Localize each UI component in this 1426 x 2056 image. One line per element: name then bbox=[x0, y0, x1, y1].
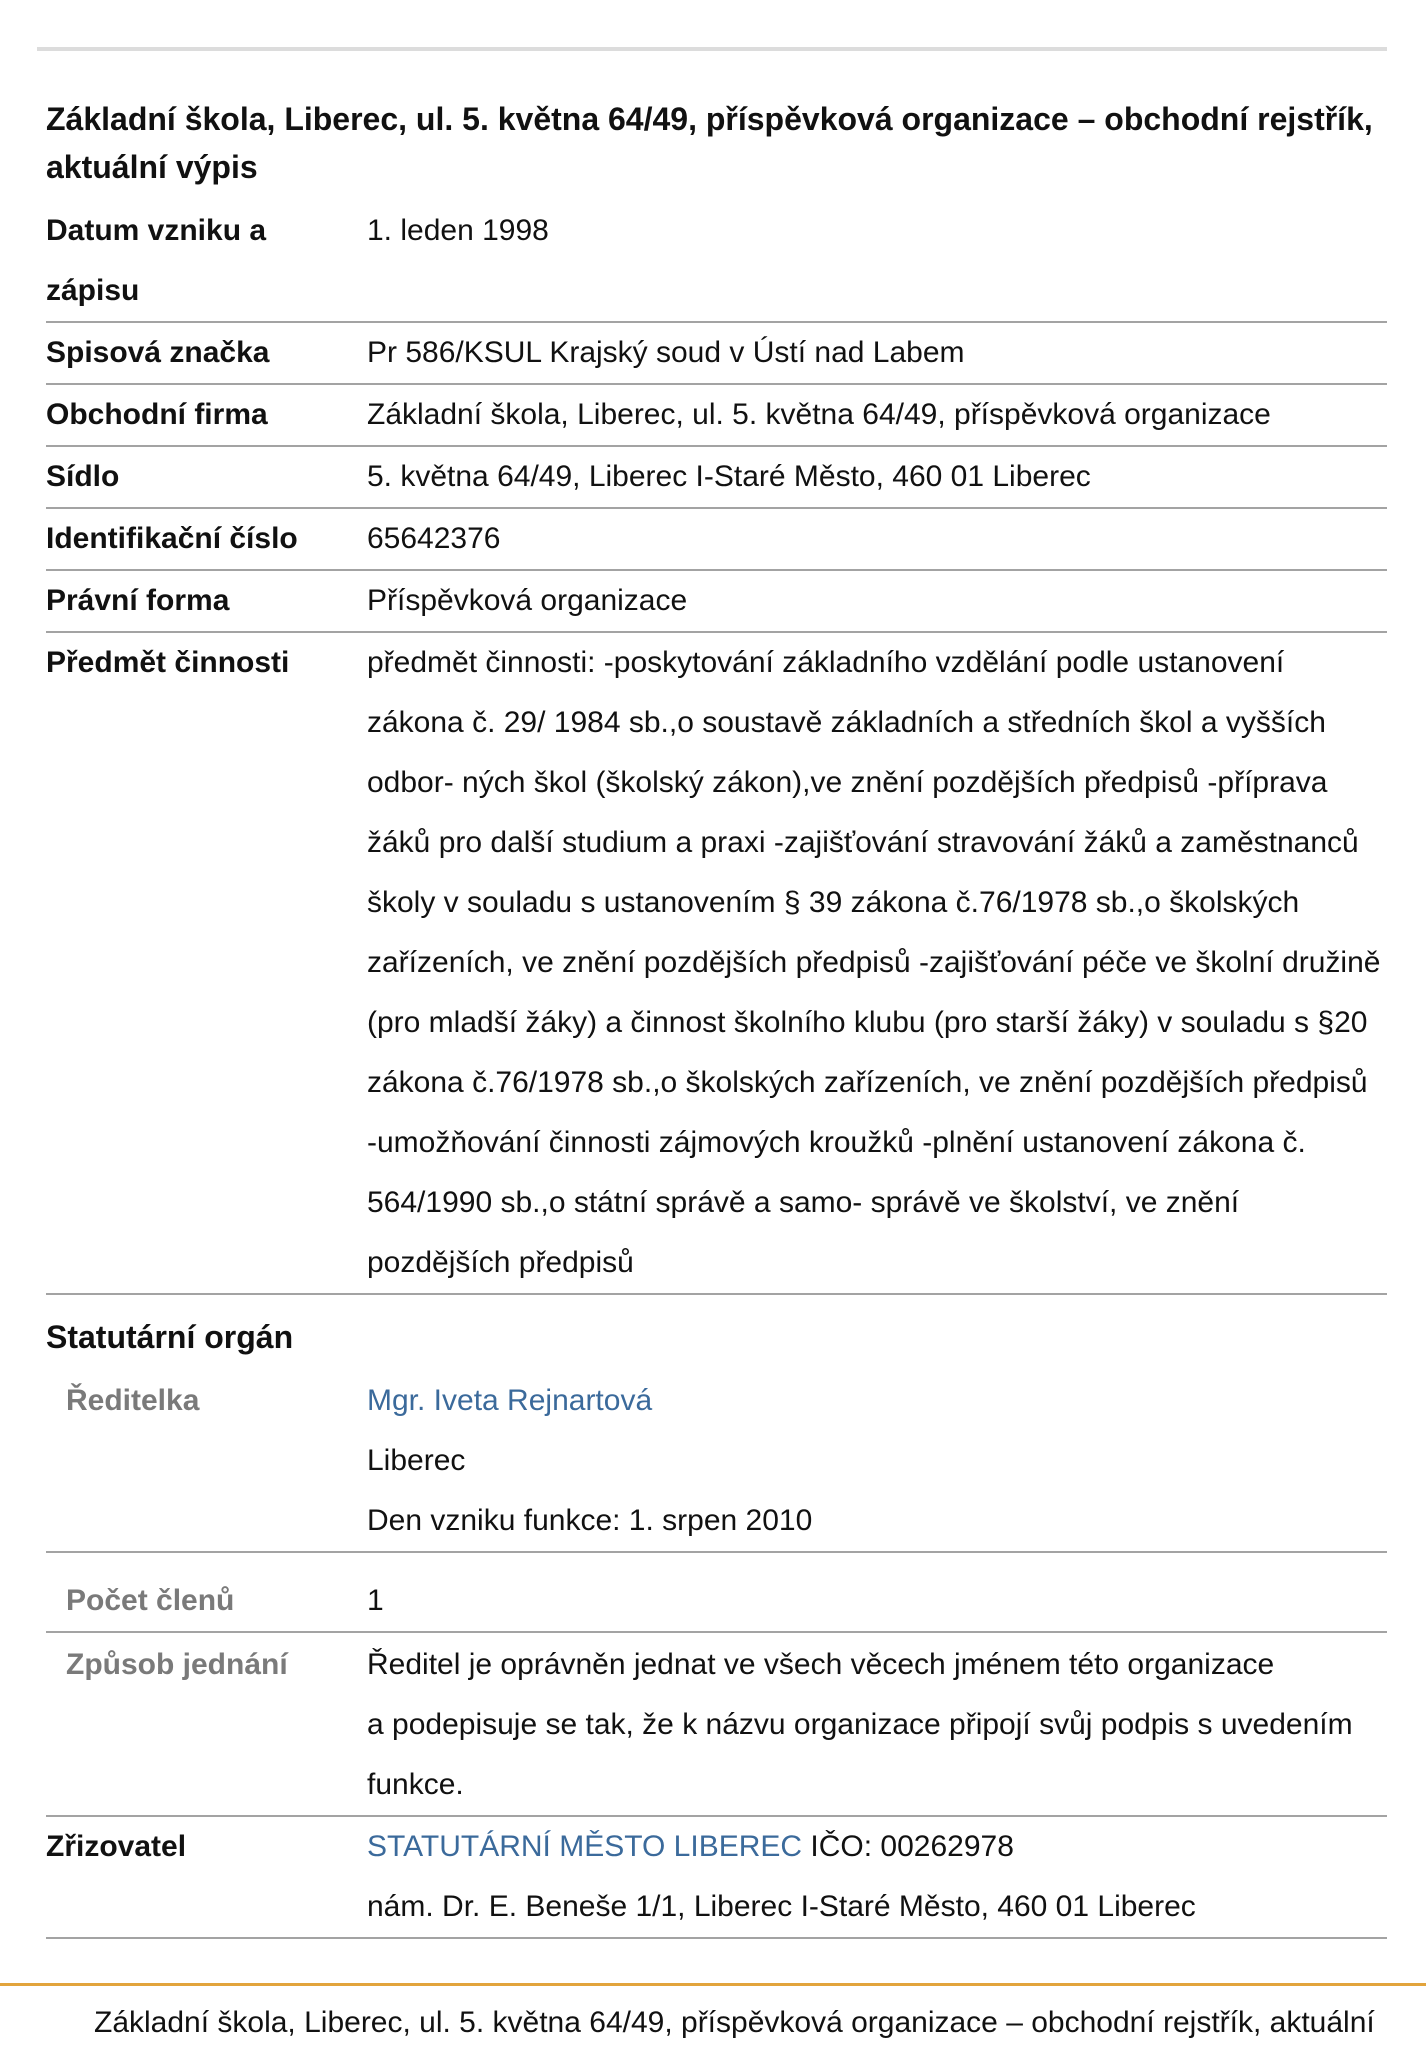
row-member-count bbox=[46, 1553, 1387, 1633]
row-label: Sídlo bbox=[46, 460, 120, 493]
founder-details bbox=[367, 1817, 1407, 1937]
row-label: Obchodní firma bbox=[46, 398, 268, 431]
row-label: Datum vzniku a zápisu bbox=[46, 214, 267, 307]
row-label: Způsob jednání bbox=[66, 1648, 288, 1681]
page-title: Základní škola, Liberec, ul. 5. května 64/49, příspěvková organizace – obchodní rejstřík, aktuální výpis bbox=[46, 101, 1373, 185]
director-city: Liberec bbox=[367, 1444, 466, 1477]
row-date-of-registration bbox=[46, 201, 1387, 323]
founder-name-link[interactable]: STATUTÁRNÍ MĚSTO LIBEREC bbox=[367, 1830, 803, 1863]
row-value: Příspěvková organizace bbox=[367, 584, 688, 617]
row-label: Počet členů bbox=[66, 1584, 235, 1617]
row-label: Právní forma bbox=[46, 584, 230, 617]
director-name-link[interactable]: Mgr. Iveta Rejnartová bbox=[367, 1384, 653, 1417]
row-value: předmět činnosti: -poskytování základního vzdělání podle ustanovení zákona č. 29/ 1984 sb.,o soustavě základních a středních škol a vyšších odbor- ných škol (školský zákon),ve znění pozdějších předpisů -příprava žáků pro další studium a praxi -zajišťování stravování žáků a zaměstnanců školy v souladu s ustanovením § 39 zákona č.76/1978 sb.,o školských zařízeních, ve znění pozdějších předpisů -zajišťování péče ve školní družině (pro mladší žáky) a činnost školního klubu (pro starší žáky) v souladu s §20 zákona č.76/1978 sb.,o školských zařízeních, ve znění pozdějších předpisů -umožňování činnosti zájmových kroužků -plnění ustanovení zákona č. 564/1990 sb.,o státní správě a samo- správě ve školství, ve znění pozdějších předpisů bbox=[367, 646, 1381, 1279]
director-function-since: Den vzniku funkce: 1. srpen 2010 bbox=[367, 1504, 813, 1537]
row-value: Ředitel je oprávněn jednat ve všech věcech jménem této organizace a podepisuje se tak, že k názvu organizace připojí svůj podpis s uvedením funkce. bbox=[367, 1648, 1353, 1801]
row-value: 5. května 64/49, Liberec I-Staré Město, 460 01 Liberec bbox=[367, 460, 1091, 493]
row-value: 1 bbox=[367, 1584, 384, 1617]
founder-address: nám. Dr. E. Beneše 1/1, Liberec I-Staré Město, 460 01 Liberec bbox=[367, 1890, 1196, 1923]
row-director bbox=[46, 1371, 1387, 1553]
row-label: Spisová značka bbox=[46, 336, 270, 369]
row-file-number bbox=[46, 323, 1387, 385]
row-value: 1. leden 1998 bbox=[367, 214, 549, 247]
row-business-name bbox=[46, 385, 1387, 447]
row-label: Předmět činnosti bbox=[46, 646, 290, 679]
director-details bbox=[367, 1371, 1407, 1551]
founder-name-line bbox=[367, 1817, 1407, 1877]
row-business-activity bbox=[46, 633, 1387, 1295]
row-founder bbox=[46, 1817, 1387, 1939]
row-value: Pr 586/KSUL Krajský soud v Ústí nad Labem bbox=[367, 336, 965, 369]
row-id-number bbox=[46, 509, 1387, 571]
footer-divider bbox=[0, 1983, 1426, 1986]
row-acting-method bbox=[46, 1633, 1387, 1817]
founder-ico: IČO: 00262978 bbox=[810, 1830, 1014, 1863]
registry-extract bbox=[46, 95, 1387, 1939]
row-value: Základní škola, Liberec, ul. 5. května 64/49, příspěvková organizace bbox=[367, 398, 1271, 431]
row-label: Identifikační číslo bbox=[46, 522, 298, 555]
row-legal-form bbox=[46, 571, 1387, 633]
footer-title: Základní škola, Liberec, ul. 5. května 64/49, příspěvková organizace – obchodní rejstřík, aktuální bbox=[94, 2006, 1375, 2039]
record-table bbox=[46, 201, 1387, 1939]
row-label: Zřizovatel bbox=[46, 1830, 187, 1863]
row-label: Ředitelka bbox=[66, 1384, 200, 1417]
row-value: 65642376 bbox=[367, 522, 501, 555]
statutory-body-heading: Statutární orgán bbox=[46, 1319, 294, 1355]
row-seat bbox=[46, 447, 1387, 509]
top-divider bbox=[37, 47, 1387, 51]
